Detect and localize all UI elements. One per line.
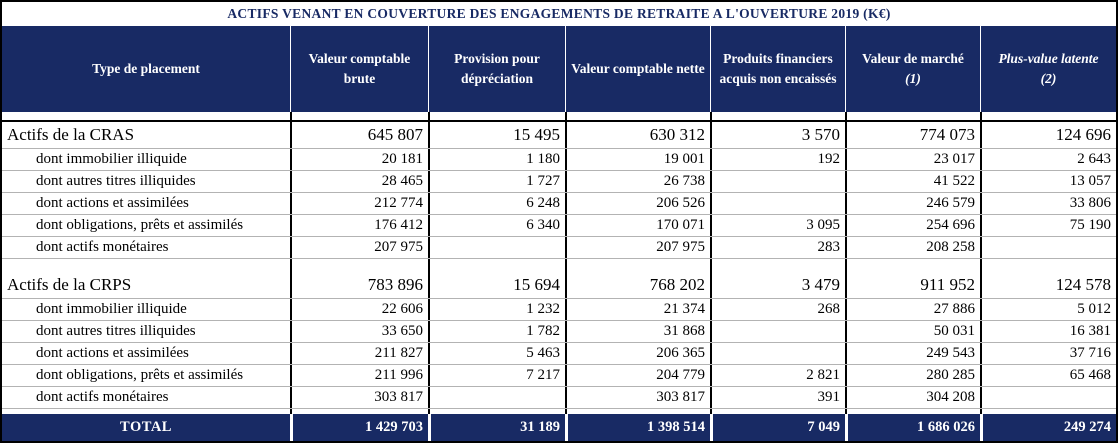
cell-plus-value [980, 387, 1116, 408]
col-header-label: Plus-value latente [998, 51, 1099, 67]
cell-valeur-brute: 212 774 [290, 193, 428, 214]
cell-valeur-marche: 50 031 [845, 321, 980, 342]
cell-valeur-brute: 176 412 [290, 215, 428, 236]
cell-provision: 5 463 [428, 343, 565, 364]
table-row-cras [2, 122, 1116, 148]
table-row [2, 236, 1116, 258]
header-row [2, 26, 1116, 112]
cell-plus-value [980, 237, 1116, 258]
row-label: dont immobilier illiquide [2, 149, 290, 170]
table-row [2, 298, 1116, 320]
cell-provision [428, 387, 565, 408]
col-header-produits-financiers [710, 26, 845, 112]
cell-valeur-nette: 26 738 [565, 171, 710, 192]
cell-valeur-marche: 254 696 [845, 215, 980, 236]
cell-provision: 7 217 [428, 365, 565, 386]
table-row [2, 170, 1116, 192]
cell-provision: 31 189 [428, 414, 565, 441]
col-header-label: Valeur comptable nette [571, 61, 705, 77]
cell-plus-value: 13 057 [980, 171, 1116, 192]
cell-valeur-nette: 1 398 514 [565, 414, 710, 441]
cell-valeur-nette: 206 365 [565, 343, 710, 364]
cell-provision: 6 248 [428, 193, 565, 214]
cell-provision: 1 782 [428, 321, 565, 342]
cell-produits-financiers: 3 095 [710, 215, 845, 236]
col-header-type-de-placement [2, 26, 290, 112]
cell-valeur-brute: 28 465 [290, 171, 428, 192]
cell-provision: 6 340 [428, 215, 565, 236]
col-header-note: (1) [905, 71, 921, 86]
cell-plus-value: 5 012 [980, 299, 1116, 320]
cell-valeur-marche: 304 208 [845, 387, 980, 408]
table-row [2, 214, 1116, 236]
cell-produits-financiers: 391 [710, 387, 845, 408]
cell-produits-financiers: 283 [710, 237, 845, 258]
row-label: dont autres titres illiquides [2, 171, 290, 192]
cell-valeur-brute: 211 996 [290, 365, 428, 386]
cell-valeur-marche: 23 017 [845, 149, 980, 170]
col-header-valeur-comptable-nette [565, 26, 710, 112]
cell-valeur-brute: 783 896 [290, 272, 428, 298]
col-header-provision-depreciation [428, 26, 565, 112]
spacer-row [2, 258, 1116, 272]
col-header-label: Valeur comptable brute [308, 51, 411, 86]
col-header-valeur-comptable-brute [290, 26, 428, 112]
row-label: dont actions et assimilées [2, 343, 290, 364]
cell-valeur-marche: 1 686 026 [845, 414, 980, 441]
cell-valeur-brute: 207 975 [290, 237, 428, 258]
row-label: dont actifs monétaires [2, 387, 290, 408]
cell-valeur-marche: 280 285 [845, 365, 980, 386]
table-row [2, 148, 1116, 170]
cell-plus-value: 124 578 [980, 272, 1116, 298]
cell-valeur-nette: 206 526 [565, 193, 710, 214]
row-label: dont obligations, prêts et assimilés [2, 215, 290, 236]
cell-plus-value: 65 468 [980, 365, 1116, 386]
cell-valeur-nette: 207 975 [565, 237, 710, 258]
cell-produits-financiers: 3 570 [710, 122, 845, 148]
cell-provision: 15 694 [428, 272, 565, 298]
table-row-crps [2, 272, 1116, 298]
cell-provision: 1 727 [428, 171, 565, 192]
cell-valeur-brute: 211 827 [290, 343, 428, 364]
cell-valeur-marche: 911 952 [845, 272, 980, 298]
cell-provision: 1 180 [428, 149, 565, 170]
cell-valeur-marche: 774 073 [845, 122, 980, 148]
col-header-label: Provision pour dépréciation [454, 51, 540, 86]
cell-valeur-brute: 303 817 [290, 387, 428, 408]
row-label: dont actifs monétaires [2, 237, 290, 258]
cell-valeur-marche: 208 258 [845, 237, 980, 258]
cell-valeur-nette: 19 001 [565, 149, 710, 170]
table-title: ACTIFS VENANT EN COUVERTURE DES ENGAGEMENTS DE RETRAITE A L'OUVERTURE 2019 (K€) [2, 2, 1116, 26]
cell-valeur-brute: 33 650 [290, 321, 428, 342]
table-row-total [2, 414, 1116, 441]
spacer-row [2, 112, 1116, 122]
cell-valeur-brute: 1 429 703 [290, 414, 428, 441]
row-label: dont autres titres illiquides [2, 321, 290, 342]
cell-valeur-nette: 303 817 [565, 387, 710, 408]
cell-produits-financiers: 268 [710, 299, 845, 320]
table-row [2, 192, 1116, 214]
cell-plus-value: 37 716 [980, 343, 1116, 364]
cell-valeur-brute: 645 807 [290, 122, 428, 148]
cell-produits-financiers: 3 479 [710, 272, 845, 298]
cell-plus-value: 75 190 [980, 215, 1116, 236]
table-row [2, 320, 1116, 342]
cell-provision: 1 232 [428, 299, 565, 320]
total-label: TOTAL [2, 414, 290, 441]
cell-produits-financiers [710, 193, 845, 214]
cell-plus-value: 33 806 [980, 193, 1116, 214]
cell-valeur-nette: 31 868 [565, 321, 710, 342]
cell-valeur-marche: 41 522 [845, 171, 980, 192]
row-label: dont obligations, prêts et assimilés [2, 365, 290, 386]
cell-produits-financiers: 192 [710, 149, 845, 170]
cell-valeur-marche: 27 886 [845, 299, 980, 320]
cell-produits-financiers: 2 821 [710, 365, 845, 386]
cell-valeur-nette: 21 374 [565, 299, 710, 320]
cell-produits-financiers [710, 321, 845, 342]
cell-plus-value: 124 696 [980, 122, 1116, 148]
row-label: Actifs de la CRPS [2, 272, 290, 298]
col-header-plus-value-latente [980, 26, 1116, 112]
cell-provision [428, 237, 565, 258]
table-row [2, 342, 1116, 364]
cell-plus-value: 249 274 [980, 414, 1116, 441]
cell-valeur-brute: 20 181 [290, 149, 428, 170]
cell-produits-financiers [710, 171, 845, 192]
cell-valeur-nette: 170 071 [565, 215, 710, 236]
col-header-note: (2) [1040, 71, 1057, 86]
table-row [2, 364, 1116, 386]
col-header-valeur-de-marche [845, 26, 980, 112]
col-header-label: Type de placement [92, 61, 200, 77]
col-header-label: Produits financiers acquis non encaissés [719, 51, 837, 86]
cell-plus-value: 16 381 [980, 321, 1116, 342]
cell-valeur-nette: 768 202 [565, 272, 710, 298]
row-label: dont actions et assimilées [2, 193, 290, 214]
cell-valeur-marche: 246 579 [845, 193, 980, 214]
cell-valeur-marche: 249 543 [845, 343, 980, 364]
cell-plus-value: 2 643 [980, 149, 1116, 170]
cell-produits-financiers: 7 049 [710, 414, 845, 441]
cell-valeur-nette: 204 779 [565, 365, 710, 386]
cell-produits-financiers [710, 343, 845, 364]
table-row [2, 386, 1116, 408]
cell-provision: 15 495 [428, 122, 565, 148]
cell-valeur-brute: 22 606 [290, 299, 428, 320]
row-label: dont immobilier illiquide [2, 299, 290, 320]
col-header-label: Valeur de marché [862, 51, 964, 67]
row-label: Actifs de la CRAS [2, 122, 290, 148]
cell-valeur-nette: 630 312 [565, 122, 710, 148]
